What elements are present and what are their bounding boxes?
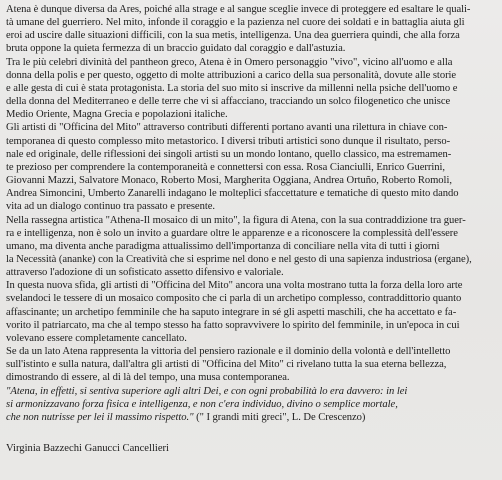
- text-line: sull'istinto e sulla natura, dall'altra gli artisti di "Officina del Mito" ci rivelano tutta la sua eterna bellezza,: [6, 359, 447, 371]
- text-line: temporanea di questo complesso mito metastorico. I diversi tributi artistici sono dunque il risultato, perso-: [6, 135, 451, 147]
- quote-line: si armonizzavano forza fisica e intelligenza, e non c'era individuo, divino o semplice mortale,: [6, 398, 398, 410]
- text-line: nale ed originale, delle riflessioni dei singoli artisti su un mondo lontano, quello classico, ma estremamen-: [6, 148, 452, 160]
- text-line: Gli artisti di "Officina del Mito" attraverso contributi differenti portano avanti una rilettura in chiave con-: [6, 122, 448, 134]
- text-line: Nella rassegna artistica "Athena-Il mosaico di un mito", la figura di Atena, con la sua contraddizione tra guer-: [6, 214, 466, 226]
- text-line: svelandoci le tessere di un mosaico composito che ci parla di un archetipo complesso, contraddittorio quanto: [6, 293, 462, 305]
- text-line: Atena è dunque diversa da Ares, poiché alla strage e al sangue sceglie invece di proteggere ed esaltare le quali-: [6, 4, 471, 15]
- text-line: vita ad un dialogo continuo tra passato e presente.: [6, 201, 215, 213]
- text-line: affascinante; un archetipo femminile che ha saputo integrare in sé gli aspetti maschili, che ha accettato e fa-: [6, 306, 457, 318]
- text-line: Tra le più celebri divinità del pantheon greco, Atena è in Omero personaggio "vivo", vicino all'uomo e alla: [6, 56, 453, 68]
- text-line: ra e intelligenza, non è solo un invito a guardare oltre le apparenze e a riconoscere la complessità dell'essere: [6, 227, 458, 239]
- text-line: donna della polis e per questo, oggetto di molte attribuzioni a carico della sua personalità, dovute alle storie: [6, 69, 457, 81]
- text-line: della donna del Mediterraneo e delle terre che vi si affacciano, tracciando un solco filogenetico che unisce: [6, 96, 451, 108]
- quote-last-line: [6, 411, 499, 424]
- text-line: Se da un lato Atena rappresenta la vittoria del pensiero razionale e il dominio della volontà e dell'intelletto: [6, 346, 451, 358]
- text-line: vorito il patriarcato, ma che al tempo stesso ha fatto sopravvivere lo spirito del femminile, in un'epoca in cui: [6, 319, 460, 331]
- text-line: eroi ad uscire dalle situazioni difficili, con la sua metis, intelligenza. Una dea guerriera quindi, che alla forza: [6, 30, 460, 42]
- article-body: [6, 3, 499, 424]
- text-line: dimostrando di essere, al di là del tempo, una musa contemporanea.: [6, 372, 290, 384]
- quote-citation: (" I grandi miti greci", L. De Crescenzo): [193, 411, 366, 423]
- text-line: Giovanni Mazzi, Salvatore Monaco, Roberto Mosi, Margherita Oggiana, Andrea Ortuño, Roberto Romoli,: [6, 175, 452, 187]
- text-line: Medio Oriente, Magna Grecia e popolazioni italiche.: [6, 109, 228, 121]
- quote-line: "Atena, in effetti, si sentiva superiore agli altri Dei, e con ogni probabilità lo era davvero: in lei: [6, 385, 408, 397]
- text-line: bruta oppone la quieta fermezza di un braccio guidato dal coraggio e dall'astuzia.: [6, 43, 346, 55]
- text-line: attraverso l'adozione di un sofisticato assetto difensivo e valoriale.: [6, 267, 284, 279]
- text-line: la Necessità (ananke) con la Creatività che si esprime nel dono e nel gesto di una sapienza industriosa (ergane),: [6, 253, 472, 265]
- author-signature: Virginia Bazzechi Ganucci Cancellieri: [6, 443, 170, 454]
- text-line: Andrea Simoncini, Umberto Zanarelli indagano le molteplici sfaccettature e tematiche di questo mito dando: [6, 188, 459, 200]
- text-line: tà umane del guerriero. Nel mito, infonde il coraggio e la pazienza nel cuore dei soldati e in battaglia aiuta gli: [6, 17, 465, 29]
- text-line: e alle gesta di cui è stata protagonista. La storia del suo mito si inscrive da millenni nella psiche dell'uomo e: [6, 82, 458, 94]
- text-line: te prezioso per comprendere la contemporaneità e connettersi con essa. Rosa Cianciulli, Enrico Guerrini,: [6, 161, 445, 173]
- text-line: volevano essere completamente cancellato.: [6, 332, 187, 344]
- text-line: umano, ma diventa anche paradigma attualissimo dell'importanza di conciliare nella vita di tutti i giorni: [6, 240, 440, 252]
- quote-line: che non nutrisse per lei il massimo rispetto.": [6, 411, 194, 423]
- text-line: In questa nuova sfida, gli artisti di "Officina del Mito" ancora una volta mostrano tutta la forza della loro arte: [6, 280, 463, 292]
- quote-block: [6, 385, 499, 424]
